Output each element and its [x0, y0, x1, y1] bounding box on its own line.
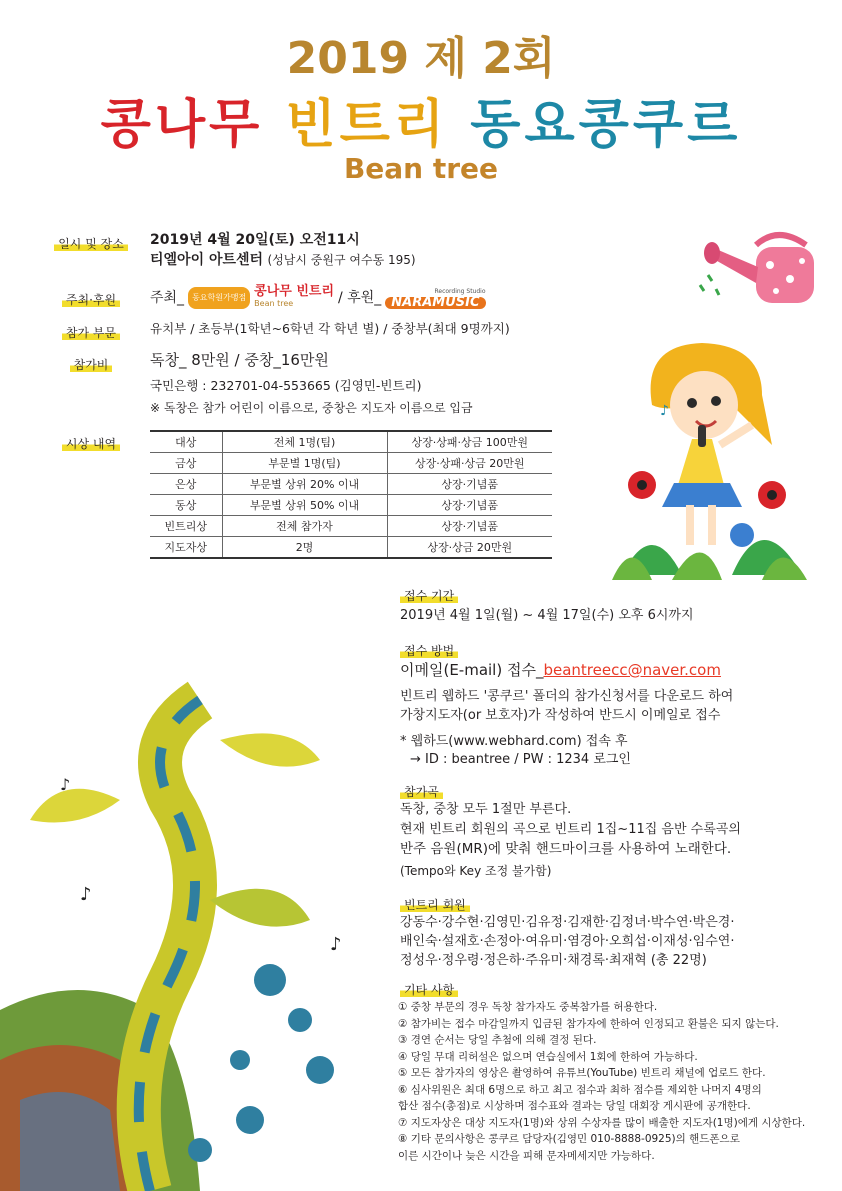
svg-text:♪: ♪ — [660, 403, 669, 419]
watering-can-illustration — [698, 205, 830, 315]
award-prize: 상장·기념품 — [387, 495, 552, 516]
awards-row — [150, 516, 552, 537]
award-scope: 전체 1명(팀) — [222, 431, 387, 453]
award-prize: 상장·상패·상금 20만원 — [387, 453, 552, 474]
category-text: 유치부 / 초등부(1학년~6학년 각 학년 별) / 중창부(최대 9명까지) — [150, 321, 510, 336]
song-label: 참가곡 — [400, 781, 443, 800]
title-part-3: 동요콩쿠르 — [470, 95, 742, 155]
host-logo: 콩나무 빈트리 Bean tree — [254, 284, 335, 308]
note-item: ⑥ 심사위원은 최대 6명으로 하고 최고 점수과 최하 점수를 제외한 나머지 4명의 — [398, 1083, 762, 1096]
note-item: 합산 점수(총점)로 시상하며 점수표와 결과는 당일 대회장 게시판에 공개한다. — [398, 1100, 751, 1112]
award-prize: 상장·기념품 — [387, 474, 552, 495]
title-part-1: 콩나무 — [100, 95, 264, 155]
award-prize: 상장·기념품 — [387, 516, 552, 537]
awards-row — [150, 537, 552, 559]
song-line-4: (Tempo와 Key 조정 불가함) — [400, 864, 552, 878]
email-line — [400, 659, 721, 681]
note-item: ⑤ 모든 참가자의 영상은 촬영하여 유튜브(YouTube) 빈트리 채널에 업로드 한다. — [398, 1067, 766, 1079]
category-label: 참가 부문 — [48, 322, 134, 341]
awards-table — [150, 430, 552, 559]
webhard-line: * 웹하드(www.webhard.com) 접속 후 — [400, 734, 628, 749]
girl-singing-illustration — [612, 335, 812, 580]
email-prefix: 이메일(E-mail) 접수_ — [400, 661, 544, 679]
method-line-1: 빈트리 웹하드 '콩쿠르' 폴더의 참가신청서를 다운로드 하여 — [400, 689, 734, 704]
host-logo-tag: 동요학원가맹점 — [188, 287, 250, 309]
song-line-1: 독창, 중창 모두 1절만 부른다. — [400, 802, 572, 817]
note-item: 이른 시간이나 늦은 시간을 피해 문자메세지만 가능하다. — [398, 1149, 655, 1162]
awards-row — [150, 495, 552, 516]
period-label: 접수 기간 — [400, 585, 458, 604]
period-text: 2019년 4월 1일(월) ~ 4월 17일(수) 오후 6시까지 — [400, 608, 694, 623]
awards-row — [150, 453, 552, 474]
svg-text:♪: ♪ — [60, 775, 71, 794]
award-name: 은상 — [150, 474, 222, 495]
bank-account: 국민은행 : 232701-04-553665 (김영민-빈트리) — [150, 378, 422, 393]
host-sponsor-label: 주최·후원 — [48, 289, 134, 308]
award-scope: 전체 참가자 — [222, 516, 387, 537]
awards-row — [150, 474, 552, 495]
method-line-2: 가창지도자(or 보호자)가 작성하여 반드시 이메일로 접수 — [400, 708, 721, 723]
date-text: 2019년 4월 20일(토) 오전11시 — [150, 232, 360, 248]
award-scope: 부문별 상위 50% 이내 — [222, 495, 387, 516]
note-item: ④ 당일 무대 리허설은 없으며 연습실에서 1회에 한하여 가능하다. — [398, 1050, 698, 1063]
host-prefix: 주최_ — [150, 290, 185, 306]
fee-label: 참가비 — [48, 354, 134, 373]
venue-text: 티엘아이 아트센터 (성남시 중원구 여수동 195) — [150, 252, 416, 268]
award-name: 빈트리상 — [150, 516, 222, 537]
award-prize: 상장·상패·상금 100만원 — [387, 431, 552, 453]
beanstalk-illustration — [0, 680, 380, 1191]
members-line-3: 정성우·정우령·정은하·주유미·채경록·최재혁 (총 22명) — [400, 953, 707, 968]
note-item: ⑧ 기타 문의사항은 콩쿠르 담당자(김영민 010-8888-0925)의 핸드폰으로 — [398, 1133, 740, 1145]
sponsor-prefix: / 후원_ — [338, 290, 382, 306]
note-item: ② 참가비는 접수 마감일까지 입금된 참가자에 한하여 인정되고 환불은 되지 않는다. — [398, 1017, 779, 1030]
event-main-title — [0, 82, 842, 157]
note-item: ③ 경연 순서는 당일 추첨에 의해 결정 된다. — [398, 1034, 597, 1046]
awards-label: 시상 내역 — [48, 433, 134, 452]
method-label: 접수 방법 — [400, 640, 458, 659]
award-prize: 상장·상금 20만원 — [387, 537, 552, 559]
award-name: 지도자상 — [150, 537, 222, 559]
title-part-2: 빈트리 — [285, 95, 449, 155]
award-name: 금상 — [150, 453, 222, 474]
note-item: ① 중창 부문의 경우 독창 참가자도 중복참가를 허용한다. — [398, 1001, 658, 1013]
event-year-title: 2019 제 2회 — [286, 33, 556, 84]
members-line-1: 강동수·강수현·김영민·김유정·김재한·김정녀·박수연·박은경· — [400, 915, 735, 930]
award-scope: 2명 — [222, 537, 387, 559]
sponsor-logo: Recording Studio NARAMUSIC — [385, 287, 485, 309]
note-item: ⑦ 지도자상은 대상 지도자(1명)와 상위 수상자를 많이 배출한 지도자(1명)에게 시상한다. — [398, 1116, 806, 1129]
song-line-2: 현재 빈트리 회원의 곡으로 빈트리 1집~11집 음반 수록곡의 — [400, 822, 741, 837]
award-name: 대상 — [150, 431, 222, 453]
date-venue-label: 일시 및 장소 — [48, 233, 134, 252]
fee-note: ※ 독창은 참가 어린이 이름으로, 중창은 지도자 이름으로 입금 — [150, 401, 473, 415]
award-scope: 부문별 상위 20% 이내 — [222, 474, 387, 495]
svg-text:♪: ♪ — [80, 884, 92, 905]
awards-row — [150, 431, 552, 453]
svg-text:♪: ♪ — [330, 934, 342, 955]
award-scope: 부문별 1명(팀) — [222, 453, 387, 474]
members-label: 빈트리 회원 — [400, 894, 470, 913]
host-sponsor-row — [150, 286, 486, 310]
song-line-3: 반주 음원(MR)에 맞춰 핸드마이크를 사용하여 노래한다. — [400, 841, 732, 857]
fee-text: 독창_ 8만원 / 중창_16만원 — [150, 351, 329, 369]
webhard-login: → ID : beantree / PW : 1234 로그인 — [410, 752, 631, 767]
award-name: 동상 — [150, 495, 222, 516]
email-link[interactable]: beantreecc@naver.com — [543, 661, 721, 679]
notes-list — [398, 999, 828, 1164]
members-line-2: 배인숙·설재호·손정아·여유미·염경아·오희섭·이재성·임수연· — [400, 934, 735, 949]
event-subtitle: Bean tree — [343, 152, 499, 185]
etc-label: 기타 사항 — [400, 979, 458, 998]
